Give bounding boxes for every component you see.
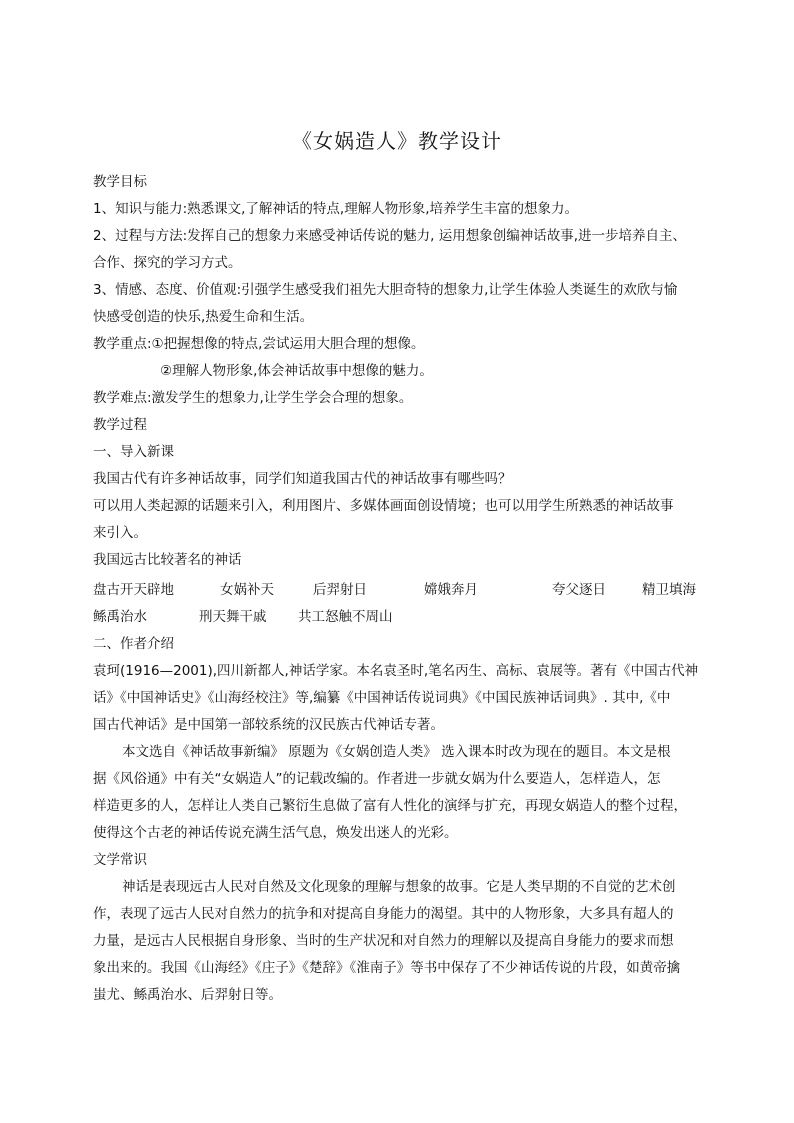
literary-line: 神话是表现远古人民对自然及文化现象的理解与想象的故事。它是人类早期的不自觉的艺术创 <box>122 879 676 895</box>
literary-heading: 文学常识 <box>93 852 147 868</box>
goal-line-2b: 合作、探究的学习方式。 <box>93 255 242 271</box>
source-line: 本文选自《神话故事新编》 原题为《女娲创造人类》 选入课本时改为现在的题目。本文是根 <box>122 744 671 760</box>
myth-item: 女娲补天 <box>220 582 274 598</box>
myths-heading: 我国远古比较著名的神话 <box>93 552 242 568</box>
author-line: 话》《中国神话史》《山海经校注》等,编纂《中国神话传说词典》《中国民族神话词典》. 其中,《中 <box>93 690 671 706</box>
myth-item: 嫦娥奔月 <box>424 582 478 598</box>
goal-line-3a: 3、情感、态度、价值观:引强学生感受我们祖先大胆奇特的想象力,让学生体验人类诞生的欢欣与愉 <box>93 282 678 298</box>
author-heading: 二、作者介绍 <box>93 636 174 652</box>
source-line: 据《风俗通》中有关“女娲造人”的记载改编的。作者进一步就女娲为什么要造人，怎样造人，怎 <box>93 771 661 787</box>
source-line: 样造更多的人，怎样让人类自己繁衍生息做了富有人性化的演绎与扩充，再现女娲造人的整个过程， <box>93 798 687 814</box>
goal-line-2a: 2、过程与方法:发挥自己的想象力来感受神话传说的魅力, 运用想象创编神话故事,进一步培养自主、 <box>93 228 687 244</box>
myth-item: 精卫填海 <box>642 582 696 598</box>
difficulty: 教学难点:激发学生的想象力,让学生学会合理的想象。 <box>93 390 413 406</box>
myth-item: 夸父逐日 <box>552 582 606 598</box>
document-title: 《女娲造人》教学设计 <box>292 129 502 153</box>
intro-question: 我国古代有许多神话故事，同学们知道我国古代的神话故事有哪些吗？ <box>93 471 512 487</box>
myth-item: 盘古开天辟地 <box>93 582 174 598</box>
section-1-heading: 一、导入新课 <box>93 444 174 460</box>
myth-item: 鲧禹治水 <box>93 609 147 625</box>
author-line: 袁珂(1916—2001),四川新都人,神话学家。本名袁圣时,笔名丙生、高标、袁展等。著有《中国古代神 <box>93 663 699 679</box>
literary-line: 象出来的。我国《山海经》《庄子》《楚辞》《淮南子》等书中保存了不少神话传说的片段，如黄帝擒 <box>93 960 681 976</box>
intro-line-a: 可以用人类起源的话题来引入，利用图片、多媒体画面创设情境；也可以用学生所熟悉的神话故事 <box>93 498 674 514</box>
goal-line-1: 1、知识与能力:熟悉课文,了解神话的特点,理解人物形象,培养学生丰富的想象力。 <box>93 201 579 217</box>
source-line: 使得这个古老的神话传说充满生活气息，焕发出迷人的光彩。 <box>93 825 458 841</box>
process-heading: 教学过程 <box>93 417 147 433</box>
author-line: 国古代神话》是中国第一部较系统的汉民族古代神话专著。 <box>93 717 444 733</box>
literary-line: 蚩尤、鲧禹治水、后羿射日等。 <box>93 987 282 1003</box>
goal-line-3b: 快感受创造的快乐,热爱生命和生活。 <box>93 309 314 325</box>
literary-line: 作，表现了远古人民对自然力的抗争和对提高自身能力的渴望。其中的人物形象，大多具有超人的 <box>93 906 674 922</box>
literary-line: 力量，是远古人民根据自身形象、当时的生产状况和对自然力的理解以及提高自身能力的要求而想 <box>93 933 674 949</box>
key-point-1: 教学重点:①把握想像的特点,尝试运用大胆合理的想像。 <box>93 336 425 352</box>
myth-item: 刑天舞干戚 <box>199 609 267 625</box>
intro-line-b: 来引入。 <box>93 525 147 541</box>
key-point-2: ②理解人物形象,体会神话故事中想像的魅力。 <box>160 363 433 379</box>
myth-item: 后羿射日 <box>313 582 367 598</box>
myth-item: 共工怒触不周山 <box>298 609 393 625</box>
goals-heading: 教学目标 <box>93 174 147 190</box>
